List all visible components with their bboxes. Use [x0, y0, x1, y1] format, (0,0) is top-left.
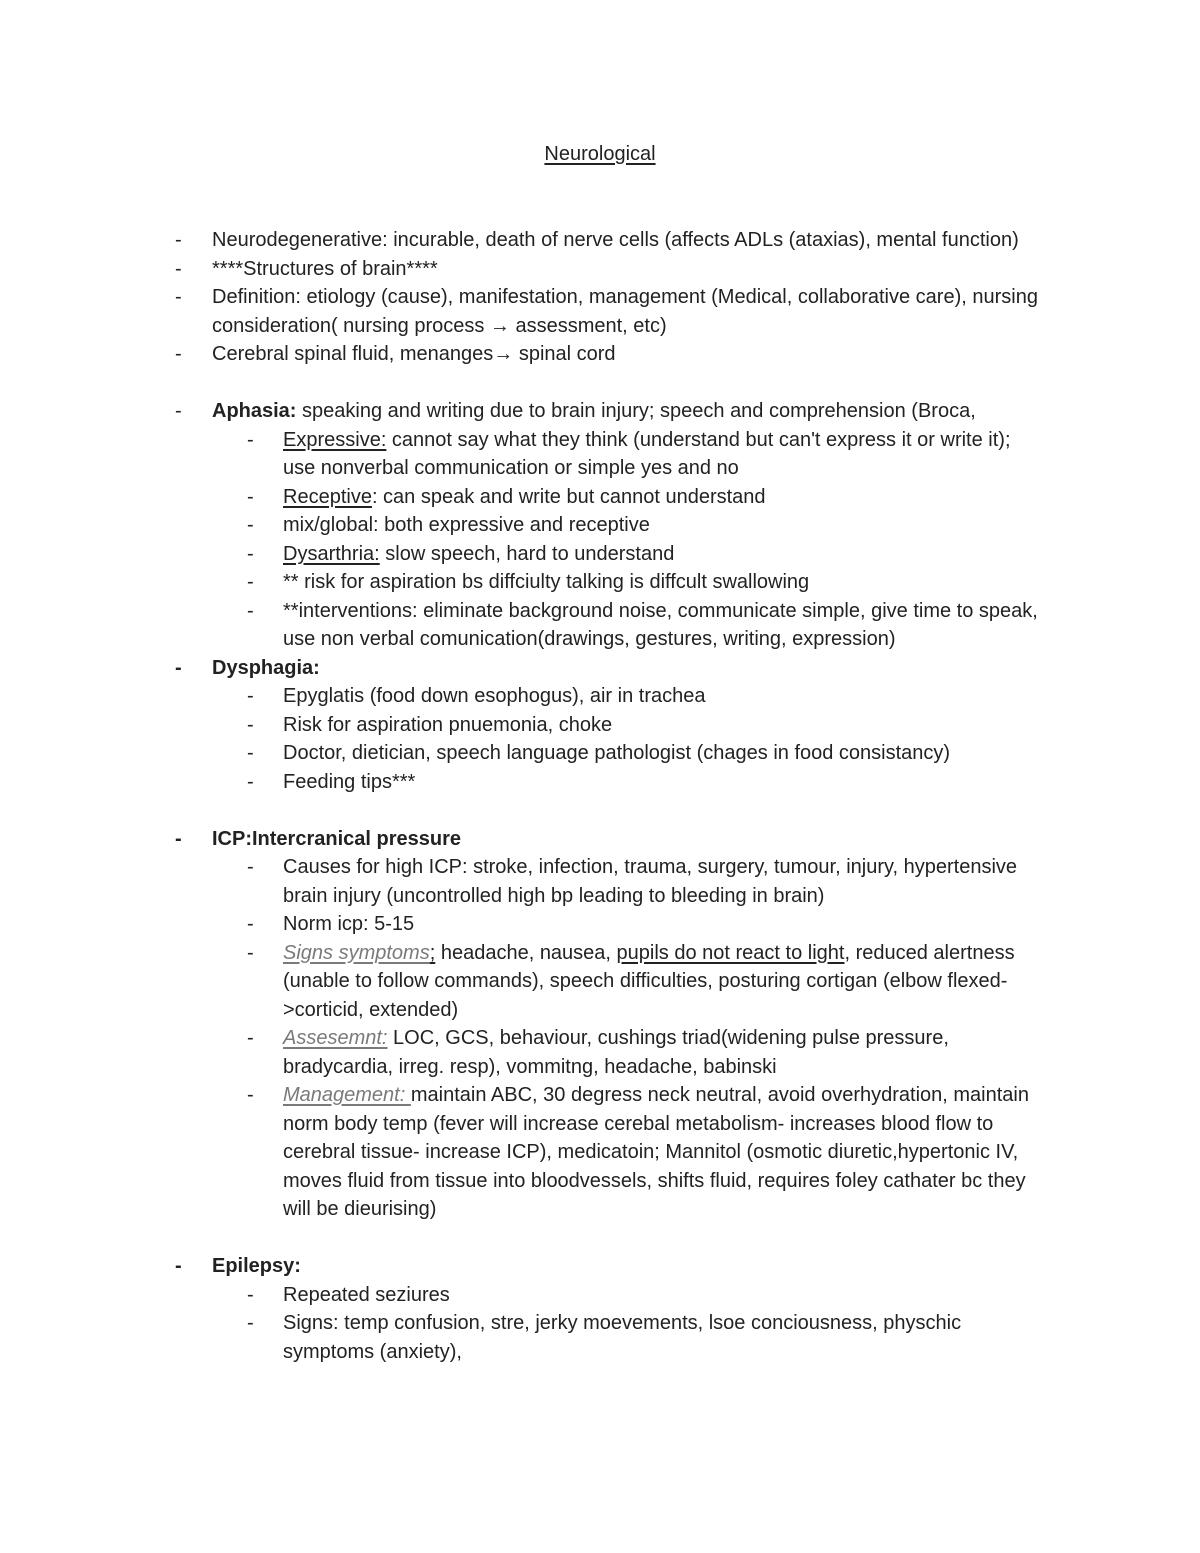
bullet-dash: -	[247, 1283, 254, 1306]
bullet-dash: -	[247, 913, 254, 935]
epilepsy-heading: Epilepsy:	[212, 1255, 301, 1277]
item-text: speaking and writing due to brain injury; speech and comprehension (Broca,	[296, 400, 976, 422]
icp-section	[0, 825, 1200, 1224]
spacer	[0, 796, 1200, 825]
term-label: Assesemnt:	[283, 1027, 388, 1049]
item-text: headache, nausea,	[435, 941, 617, 964]
item-text: Signs: temp confusion, stre, jerky moevements, lsoe conciousness, physchic symptoms (anxiety),	[283, 1312, 962, 1363]
item-text: ****Structures of brain****	[212, 257, 438, 280]
bullet-dash: -	[175, 400, 182, 422]
list-item	[0, 682, 1043, 711]
bullet-dash: -	[247, 685, 254, 707]
epilepsy-heading-item	[0, 1252, 1052, 1281]
item-text: Repeated seziures	[283, 1283, 450, 1306]
item-text: Epyglatis (food down esophogus), air in trachea	[283, 685, 706, 707]
bullet-dash: -	[247, 713, 254, 736]
list-item	[0, 283, 1052, 340]
bullet-dash: -	[247, 941, 254, 964]
bullet-dash: -	[247, 428, 254, 451]
item-text: Doctor, dietician, speech language pathologist (chages in food consistancy)	[283, 742, 951, 764]
item-text: Risk for aspiration pnuemonia, choke	[283, 713, 613, 736]
icp-heading: ICP:Intercranical pressure	[212, 827, 461, 850]
bullet-dash: -	[247, 1312, 254, 1334]
bullet-dash: -	[175, 229, 182, 251]
spacer	[0, 1224, 1200, 1253]
aphasia-heading: Aphasia:	[212, 400, 297, 422]
item-text: , reduced alertness (unable to follow commands), speech difficulties, posturing cortigan (elbow flexed->corticid, extended)	[283, 941, 1015, 1021]
list-item	[0, 711, 1043, 740]
item-text: cannot say what they think (understand but can't express it or write it); use nonverbal communication or simple yes and no	[283, 428, 1011, 479]
bullet-dash: -	[175, 656, 182, 679]
list-item	[0, 910, 1043, 939]
item-text: Feeding tips***	[283, 770, 416, 793]
list-item	[0, 1309, 1043, 1366]
bullet-dash: -	[247, 571, 254, 593]
epilepsy-section	[0, 1252, 1200, 1366]
term-label: Dysarthria:	[283, 542, 380, 565]
term-label: Management:	[283, 1084, 411, 1106]
list-item	[0, 1024, 1043, 1081]
document-title: Neurological	[544, 143, 656, 165]
item-text: maintain ABC, 30 degress neck neutral, avoid overhydration, maintain norm body temp (fever will increase cerebal metabolism- increases blood flow to cerebral tissue- increase ICP), medicatoin; Mannitol (osmotic diuretic,hypertonic IV, moves fluid from tissue into bloodvessels, shifts fluid, requires foley cathater bc they will be dieurising)	[283, 1084, 1029, 1220]
list-item	[0, 939, 1043, 1025]
bullet-dash: -	[175, 827, 182, 850]
bullet-dash: -	[247, 1084, 254, 1106]
list-item	[0, 739, 1043, 768]
bullet-dash: -	[175, 286, 182, 308]
icp-heading-item	[0, 825, 1052, 854]
list-item	[0, 853, 1043, 910]
list-item	[0, 597, 1043, 654]
list-item	[0, 426, 1043, 483]
list-item	[0, 483, 1043, 512]
bullet-dash: -	[247, 1027, 254, 1049]
item-text: LOC, GCS, behaviour, cushings triad(widening pulse pressure, bradycardia, irreg. resp), vommitng, headache, babinski	[283, 1027, 949, 1078]
item-text: Cerebral spinal fluid, menanges→ spinal cord	[212, 343, 616, 365]
list-item	[0, 226, 1052, 255]
bullet-dash: -	[247, 742, 254, 764]
list-item	[0, 568, 1043, 597]
item-text: : can speak and write but cannot understand	[371, 485, 766, 508]
list-item	[0, 255, 1052, 284]
underlined-text: pupils do not react to light	[616, 941, 845, 964]
aphasia-heading-item	[0, 397, 1052, 426]
term-label: Receptive	[283, 485, 372, 508]
document-body	[0, 226, 1200, 1366]
bullet-dash: -	[175, 1255, 182, 1277]
item-text: slow speech, hard to understand	[379, 542, 675, 565]
bullet-dash: -	[247, 514, 254, 536]
list-item	[0, 1081, 1043, 1224]
list-item	[0, 768, 1043, 797]
dysphagia-section	[0, 654, 1200, 797]
list-item	[0, 1281, 1043, 1310]
intro-list	[0, 226, 1200, 369]
item-text: Neurodegenerative: incurable, death of nerve cells (affects ADLs (ataxias), mental function)	[212, 229, 1019, 251]
dysphagia-heading-item	[0, 654, 1052, 683]
item-text: **interventions: eliminate background noise, communicate simple, give time to speak, use non verbal comunication(drawings, gestures, writing, expression)	[283, 599, 1038, 650]
item-text: ** risk for aspiration bs diffciulty talking is diffcult swallowing	[283, 571, 810, 593]
term-label: Expressive:	[283, 428, 387, 451]
item-text: Definition: etiology (cause), manifestation, management (Medical, collaborative care), nursing consideration( nursing process → assessment, etc)	[212, 286, 1038, 337]
dysphagia-heading: Dysphagia:	[212, 656, 320, 679]
item-text: Causes for high ICP: stroke, infection, trauma, surgery, tumour, injury, hypertensive brain injury (uncontrolled high bp leading to bleeding in brain)	[283, 856, 1018, 907]
bullet-dash: -	[247, 770, 254, 793]
spacer	[0, 369, 1200, 398]
item-text: Norm icp: 5-15	[283, 913, 415, 935]
list-item	[0, 340, 1052, 369]
item-text: mix/global: both expressive and receptive	[283, 514, 650, 536]
bullet-dash: -	[247, 485, 254, 508]
bullet-dash: -	[175, 343, 182, 365]
bullet-dash: -	[247, 542, 254, 565]
bullet-dash: -	[247, 599, 254, 622]
aphasia-section	[0, 397, 1200, 654]
bullet-dash: -	[247, 856, 254, 878]
bullet-dash: -	[175, 257, 182, 280]
term-label: Signs symptoms	[283, 941, 430, 964]
term-colon: ;	[429, 941, 436, 964]
list-item	[0, 540, 1043, 569]
list-item	[0, 511, 1043, 540]
